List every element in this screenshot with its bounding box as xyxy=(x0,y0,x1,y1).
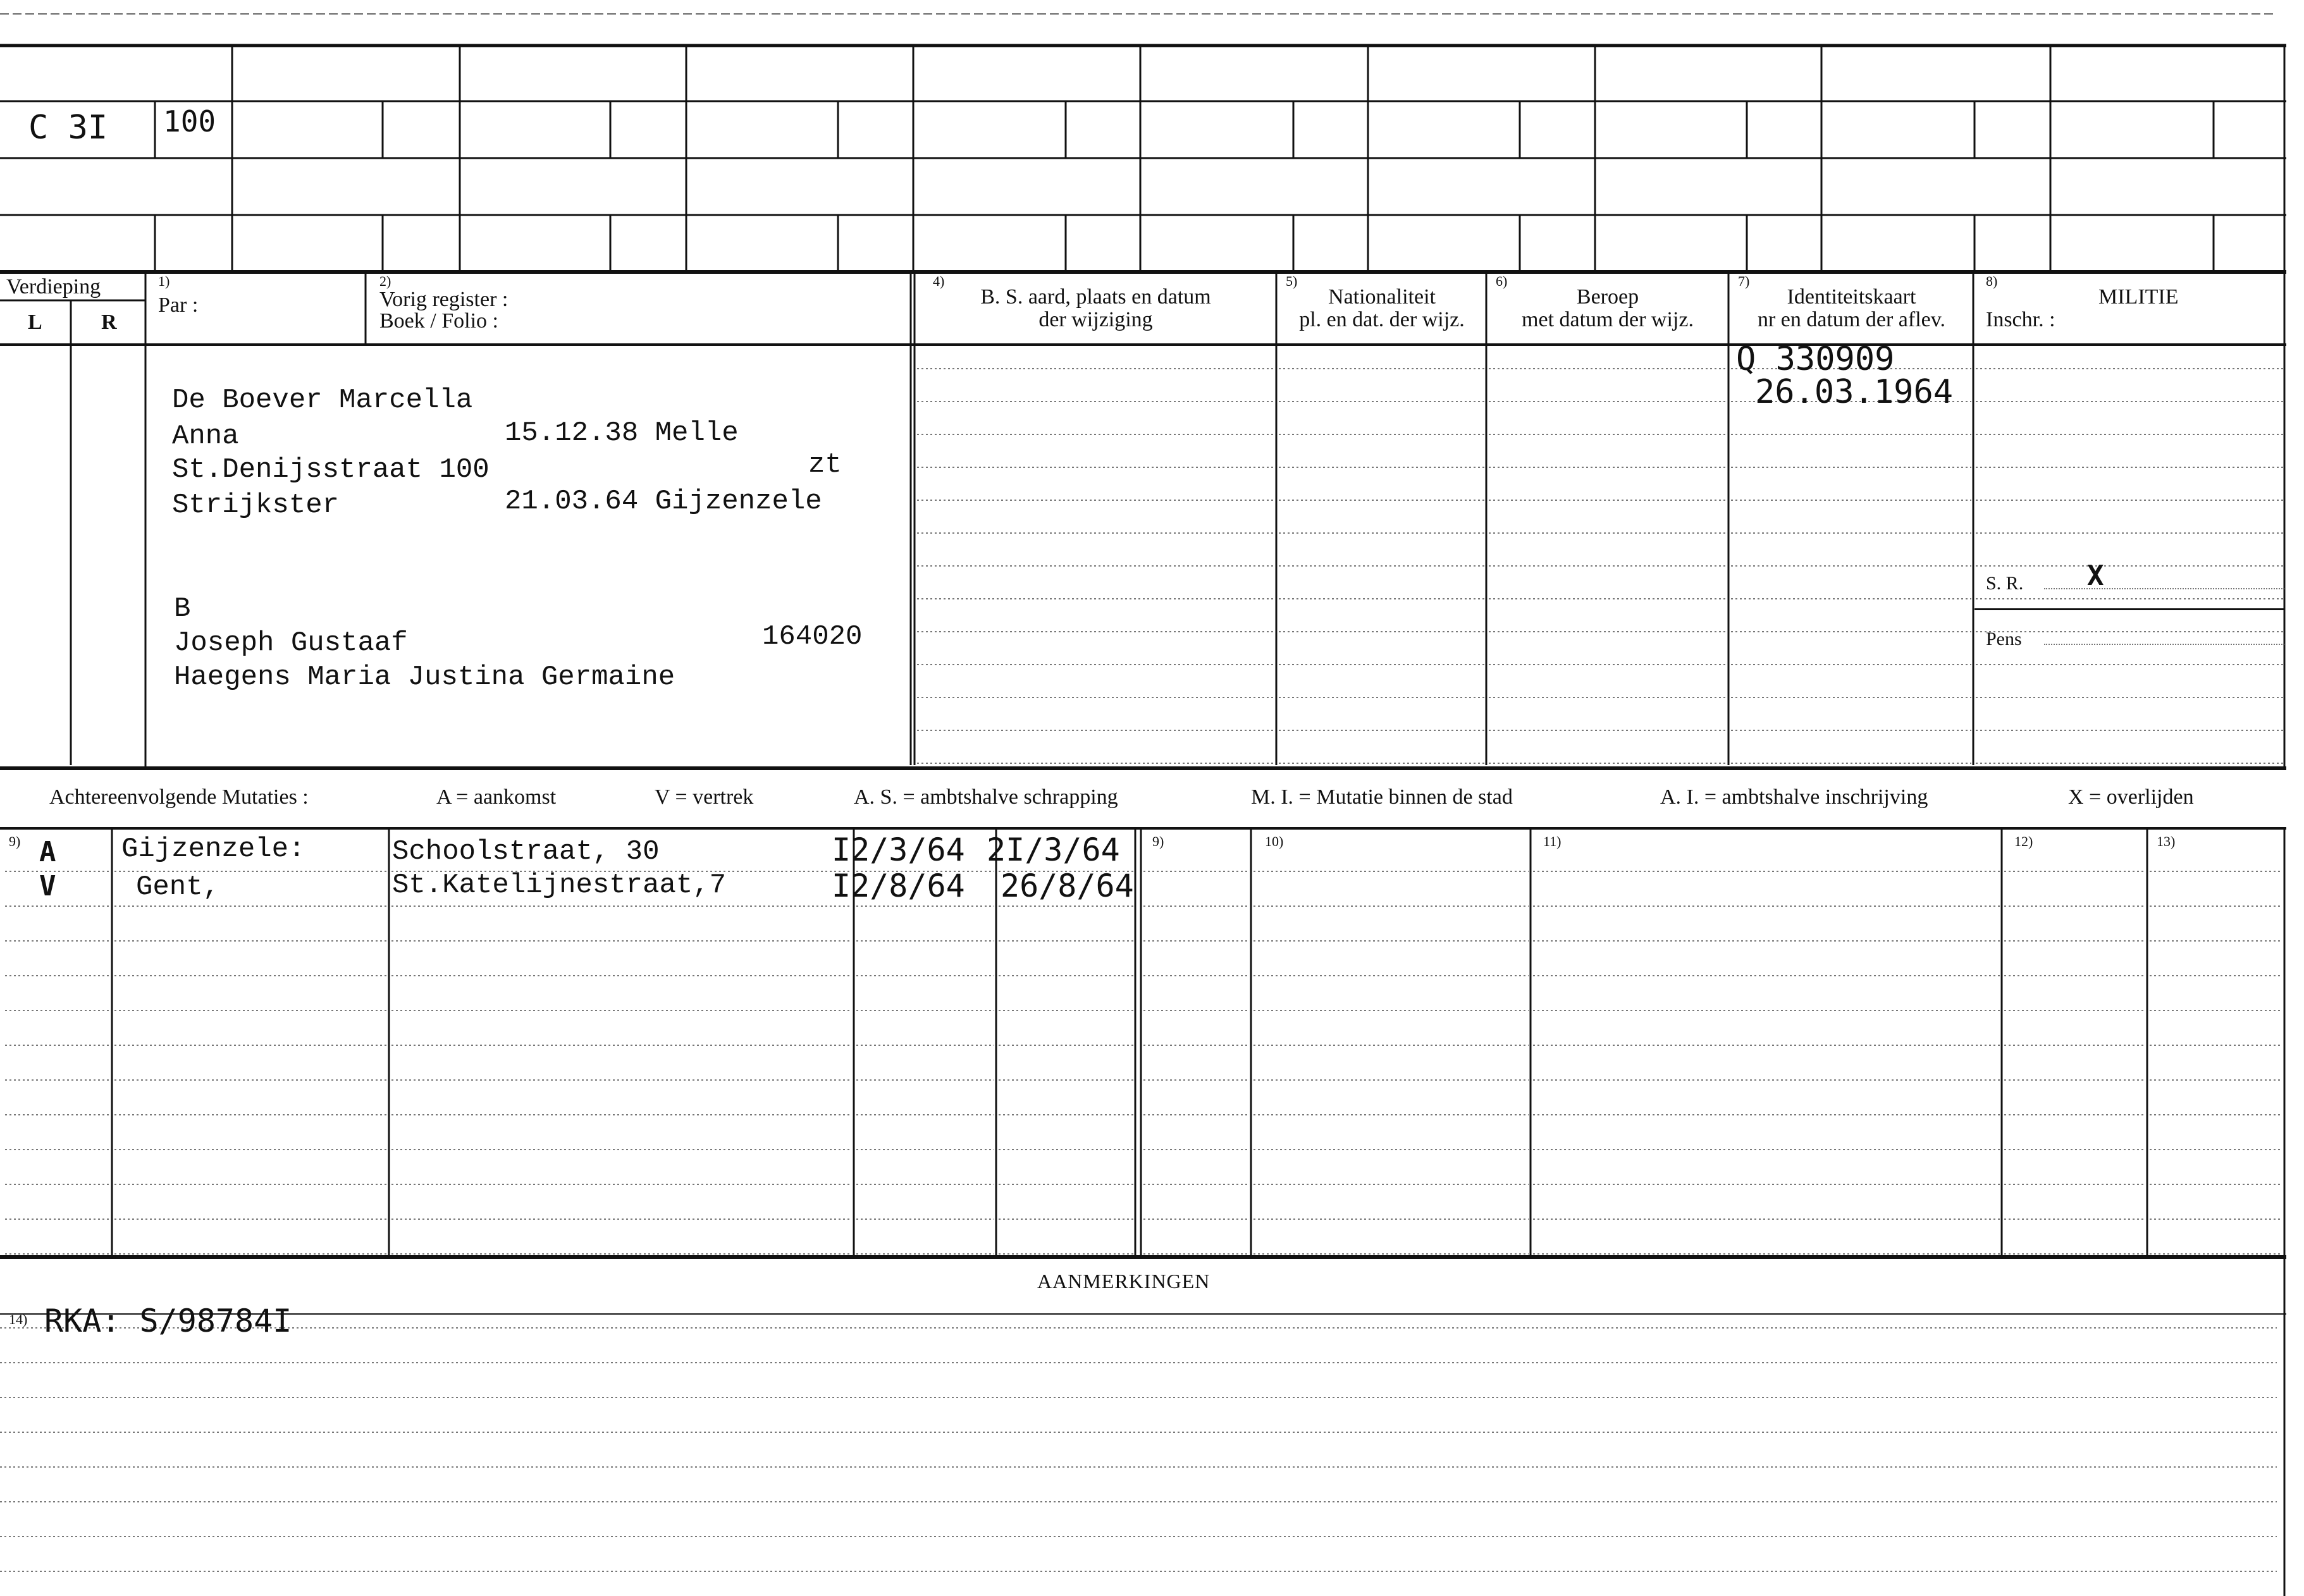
legend-title: Achtereenvolgende Mutaties : xyxy=(49,785,309,809)
nat-heading: Nationaliteit xyxy=(1328,285,1436,309)
legend-v: V = vertrek xyxy=(655,785,754,809)
militia-number: 8) xyxy=(1986,273,1998,289)
person-registration: 21.03.64 Gijzenzele xyxy=(505,486,822,517)
mut-col-11-number: 11) xyxy=(1543,833,1562,849)
person-father-code: 164020 xyxy=(762,621,863,653)
militia-sr-label: S. R. xyxy=(1986,573,2024,594)
mutation-row-1-type: A xyxy=(39,836,56,868)
bs-heading: B. S. aard, plaats en datum xyxy=(980,285,1211,309)
floor-right: R xyxy=(101,310,117,334)
mutation-row-1-date1: I2/3/64 xyxy=(832,832,965,868)
remarks-text: RKA: S/98784I xyxy=(44,1303,292,1339)
mut-col-13-number: 13) xyxy=(2157,833,2176,849)
nat-subheading: pl. en dat. der wijz. xyxy=(1299,308,1465,331)
mut-col-9-number: 9) xyxy=(9,833,21,849)
person-father: Joseph Gustaaf xyxy=(174,627,408,659)
legend-mi: M. I. = Mutatie binnen de stad xyxy=(1251,785,1513,809)
mut-col-9b-number: 9) xyxy=(1152,833,1164,849)
prev-register-label: Vorig register : xyxy=(379,288,508,311)
remarks-number: 14) xyxy=(9,1311,28,1327)
id-card-number: Q 330909 xyxy=(1736,340,1895,378)
militia-pens-label: Pens xyxy=(1986,629,2022,649)
person-firstname: Anna xyxy=(172,420,239,452)
par-number: 1) xyxy=(158,273,170,289)
militia-divider xyxy=(1974,608,2284,610)
prev-book-label: Boek / Folio : xyxy=(379,309,498,333)
person-marker: B xyxy=(174,593,191,625)
par-label: Par : xyxy=(158,293,199,317)
person-address: St.Denijsstraat 100 xyxy=(172,454,490,486)
legend-ai: A. I. = ambtshalve inschrijving xyxy=(1660,785,1928,809)
bs-subheading: der wijziging xyxy=(1038,308,1153,331)
remarks-title: AANMERKINGEN xyxy=(1037,1270,1211,1292)
person-occupation: Strijkster xyxy=(172,489,340,521)
id-subheading: nr en datum der aflev. xyxy=(1757,308,1946,331)
prev-number: 2) xyxy=(379,273,391,289)
floor-left: L xyxy=(28,310,42,334)
legend-a: A = aankomst xyxy=(436,785,557,809)
militia-inschr-label: Inschr. : xyxy=(1986,308,2055,331)
mutation-row-2-type: V xyxy=(39,870,56,902)
militia-sr-line xyxy=(2044,588,2284,589)
card-code: C 3I xyxy=(28,109,108,147)
job-heading: Beroep xyxy=(1576,285,1639,309)
mut-col-10-number: 10) xyxy=(1265,833,1284,849)
job-subheading: met datum der wijz. xyxy=(1522,308,1694,331)
legend-x: X = overlijden xyxy=(2068,785,2194,809)
person-name: De Boever Marcella xyxy=(172,384,473,416)
person-birth: 15.12.38 Melle xyxy=(505,417,739,449)
mutation-row-2-place: Gent, xyxy=(136,871,220,903)
bs-number: 4) xyxy=(933,273,945,289)
mutation-row-1-date2: 2I/3/64 xyxy=(987,832,1120,868)
id-number-label: 7) xyxy=(1738,273,1750,289)
person-address-note: zt xyxy=(808,449,842,481)
nat-number: 5) xyxy=(1286,273,1298,289)
legend-as: A. S. = ambtshalve schrapping xyxy=(854,785,1118,809)
mutation-row-2-street: St.Katelijnestraat,7 xyxy=(392,869,727,901)
mutation-row-1-street: Schoolstraat, 30 xyxy=(392,836,660,868)
person-mother: Haegens Maria Justina Germaine xyxy=(174,661,675,693)
card-number: 100 xyxy=(163,104,216,138)
floor-label: Verdieping xyxy=(6,275,101,298)
mutation-row-1-place: Gijzenzele: xyxy=(121,833,305,865)
militia-sr-mark: X xyxy=(2087,560,2104,592)
mutation-row-2-date1: I2/8/64 xyxy=(832,868,965,904)
id-heading: Identiteitskaart xyxy=(1787,285,1916,309)
id-card-date: 26.03.1964 xyxy=(1755,373,1954,411)
mut-col-12-number: 12) xyxy=(2014,833,2033,849)
militia-pens-line xyxy=(2044,644,2284,645)
militia-title: MILITIE xyxy=(2098,285,2179,309)
mutation-row-2-date2: 26/8/64 xyxy=(1001,868,1134,904)
job-number: 6) xyxy=(1496,273,1508,289)
